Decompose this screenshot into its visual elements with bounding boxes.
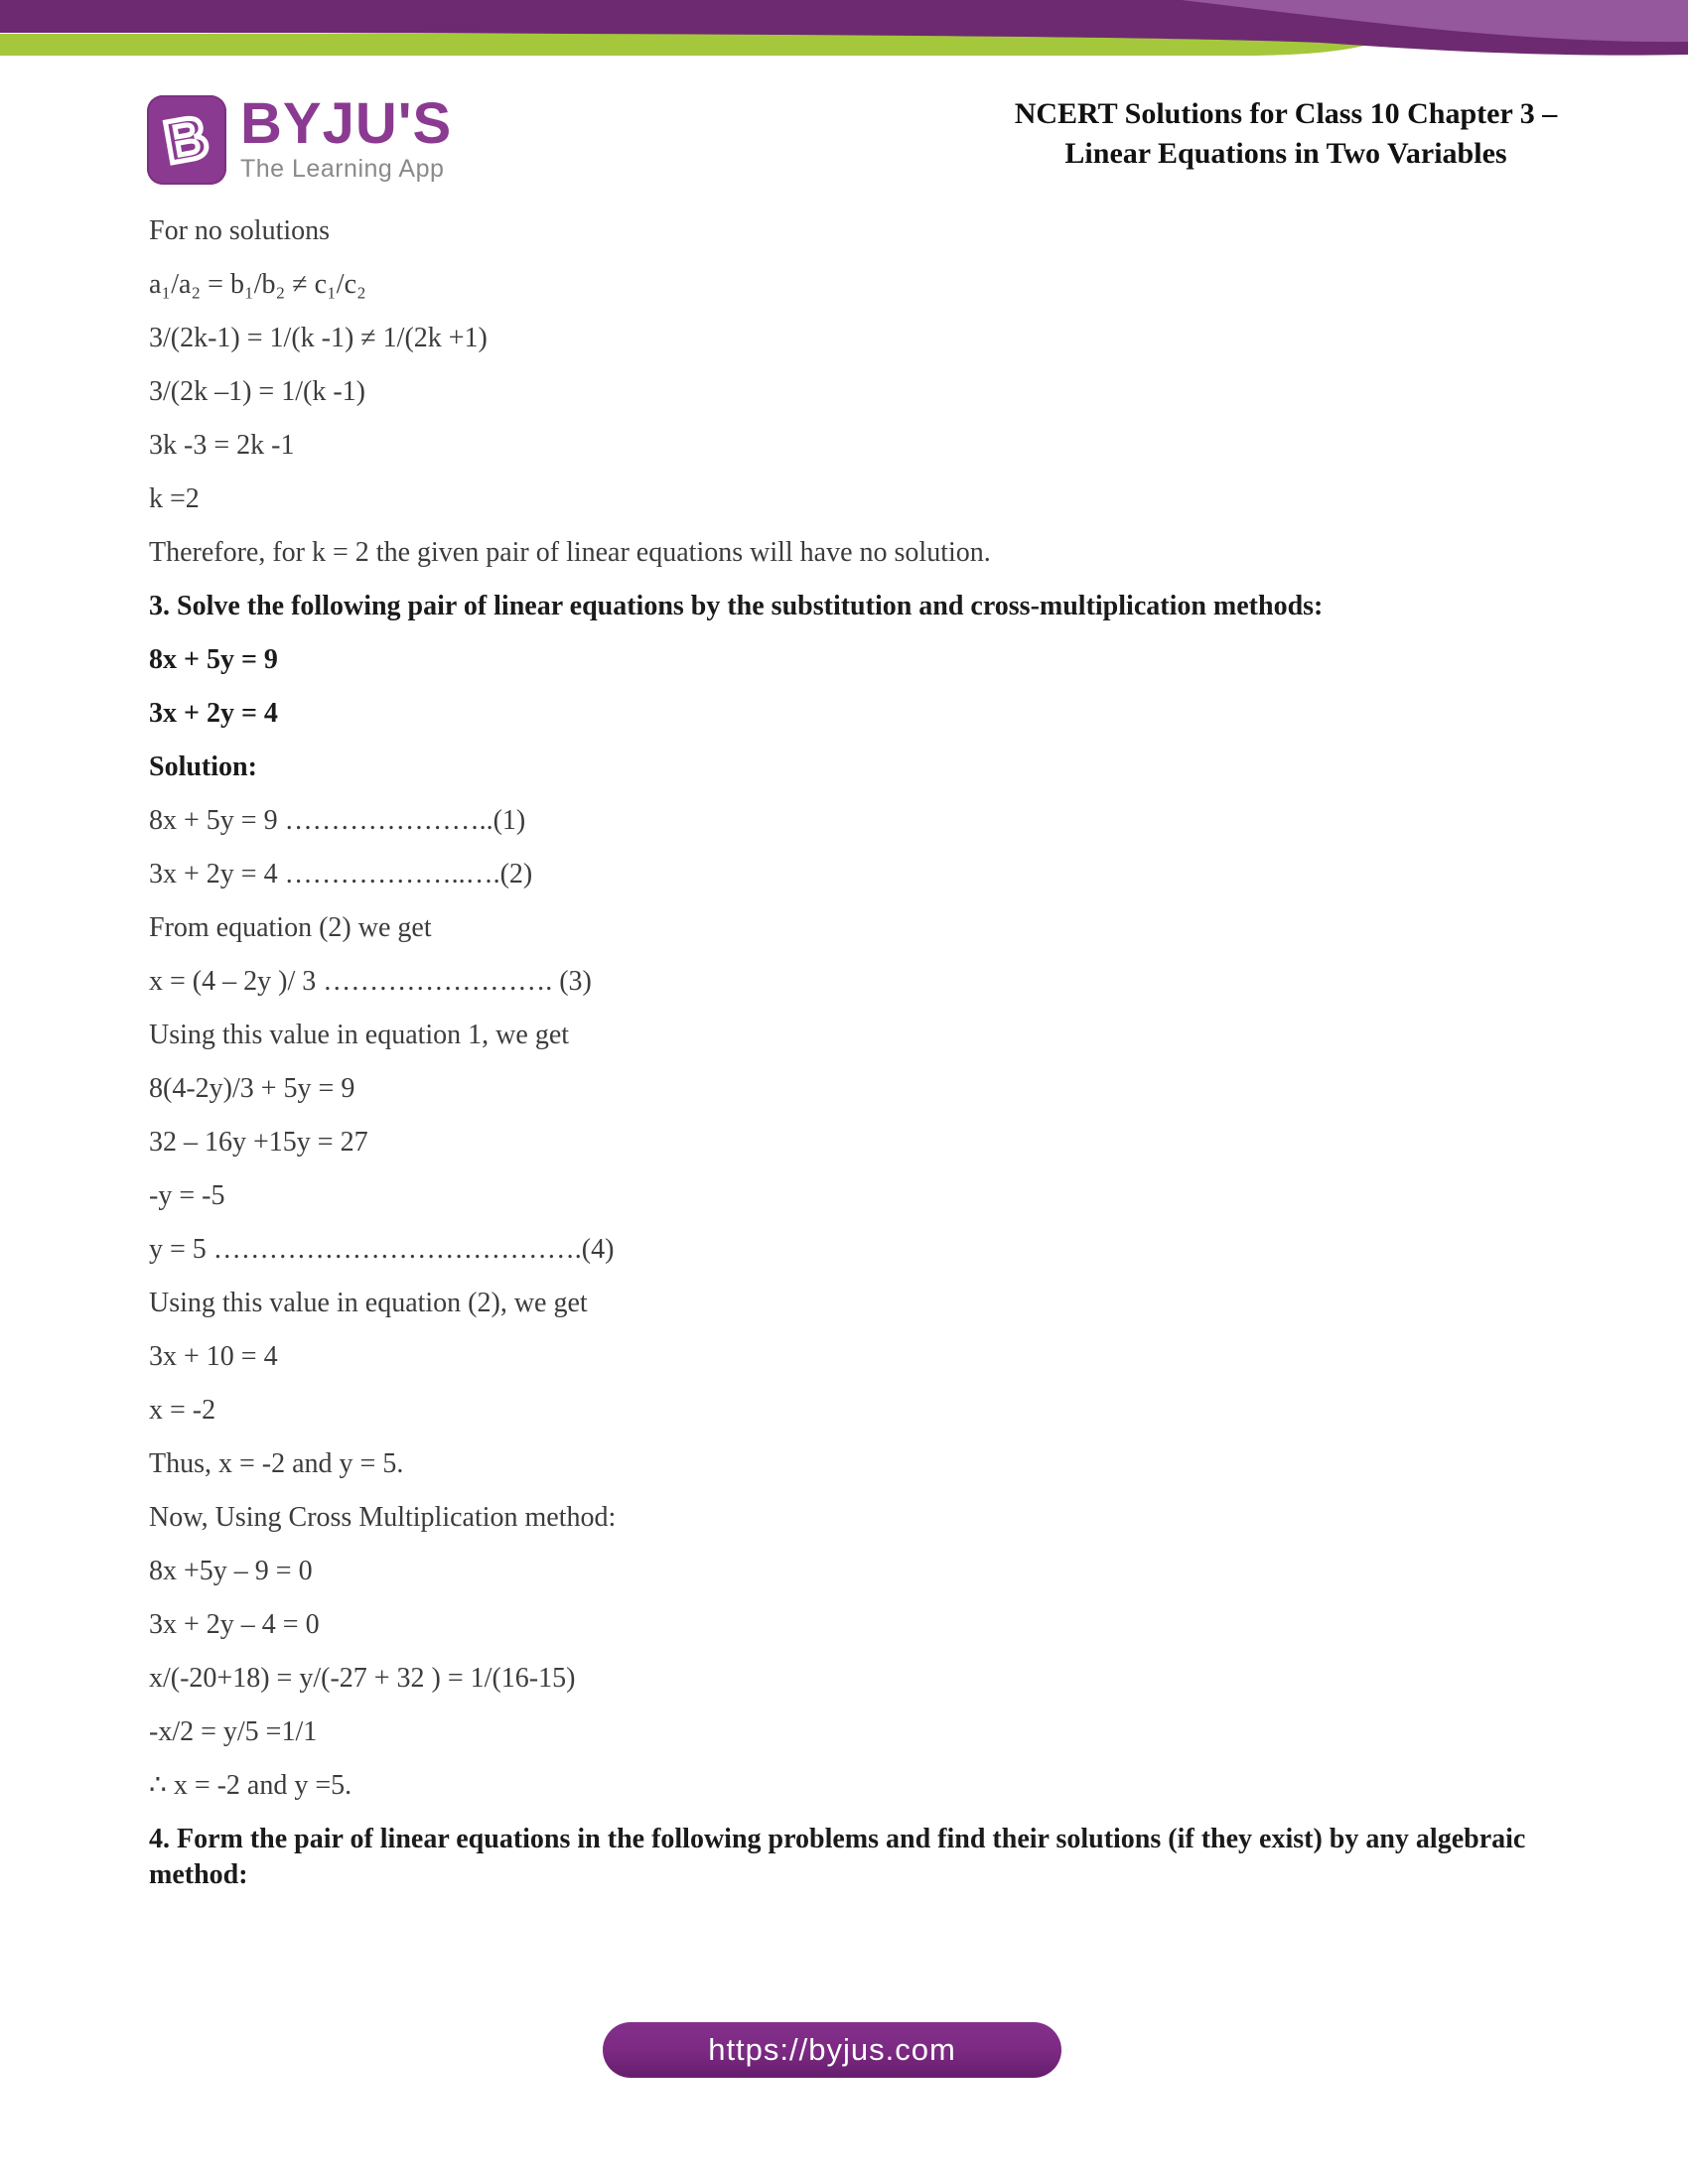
text-line: Using this value in equation 1, we get — [149, 1020, 570, 1050]
logo-text-block — [240, 91, 453, 183]
text-line-bold: 3. Solve the following pair of linear equations by the substitution and cross-multiplication methods: — [149, 591, 1324, 621]
byjus-logo — [147, 91, 453, 185]
text-line: -y = -5 — [149, 1180, 225, 1211]
logo-brand-text: BYJU'S — [240, 91, 453, 156]
text-line: 3k -3 = 2k -1 — [149, 430, 295, 461]
text-line: -x/2 = y/5 =1/1 — [149, 1716, 318, 1747]
text-line: ∴ x = -2 and y =5. — [149, 1770, 352, 1801]
text-line-bold: 3x + 2y = 4 — [149, 698, 278, 729]
byjus-b-icon: B — [147, 95, 226, 185]
text-line: x/(-20+18) = y/(-27 + 32 ) = 1/(16-15) — [149, 1663, 576, 1694]
text-line: Now, Using Cross Multiplication method: — [149, 1502, 617, 1533]
text-line: 32 – 16y +15y = 27 — [149, 1127, 368, 1158]
text-line: 3/(2k –1) = 1/(k -1) — [149, 376, 365, 407]
text-line: 3x + 10 = 4 — [149, 1341, 278, 1372]
text-line: Therefore, for k = 2 the given pair of linear equations will have no solution. — [149, 537, 991, 568]
footer-url-pill[interactable] — [603, 2022, 1061, 2078]
footer-url-label: https://byjus.com — [708, 2032, 956, 2067]
logo-tagline-text: The Learning App — [240, 155, 445, 183]
text-line: 8x + 5y = 9 …………………..(1) — [149, 805, 526, 836]
document-body — [149, 213, 1559, 1911]
text-line: a₁/a₂ = b₁/b₂ ≠ c₁/c₂ — [149, 269, 366, 300]
text-line: 3/(2k-1) = 1/(k -1) ≠ 1/(2k +1) — [149, 323, 488, 353]
text-line: For no solutions — [149, 215, 331, 246]
text-line: Using this value in equation (2), we get — [149, 1288, 588, 1318]
text-line: From equation (2) we get — [149, 912, 432, 943]
text-line: 8(4-2y)/3 + 5y = 9 — [149, 1073, 355, 1104]
text-line: 3x + 2y – 4 = 0 — [149, 1609, 320, 1640]
text-line: y = 5 ………………………………….(4) — [149, 1234, 615, 1265]
page-title — [988, 94, 1584, 174]
text-line-bold: Solution: — [149, 751, 257, 782]
text-line: 3x + 2y = 4 ………………..….(2) — [149, 859, 533, 889]
text-line: x = -2 — [149, 1395, 216, 1426]
page-title-line1: NCERT Solutions for Class 10 Chapter 3 – — [1014, 97, 1558, 130]
text-line-bold: 4. Form the pair of linear equations in the following problems and find their solutions (if they exist) by any algebraic method: — [149, 1824, 1526, 1890]
text-line: 8x +5y – 9 = 0 — [149, 1556, 313, 1586]
text-line: x = (4 – 2y )/ 3 ……………………. (3) — [149, 966, 592, 997]
text-line: k =2 — [149, 483, 200, 514]
text-line: Thus, x = -2 and y = 5. — [149, 1448, 404, 1479]
text-line-bold: 8x + 5y = 9 — [149, 644, 278, 675]
page-title-line2: Linear Equations in Two Variables — [1064, 137, 1507, 170]
